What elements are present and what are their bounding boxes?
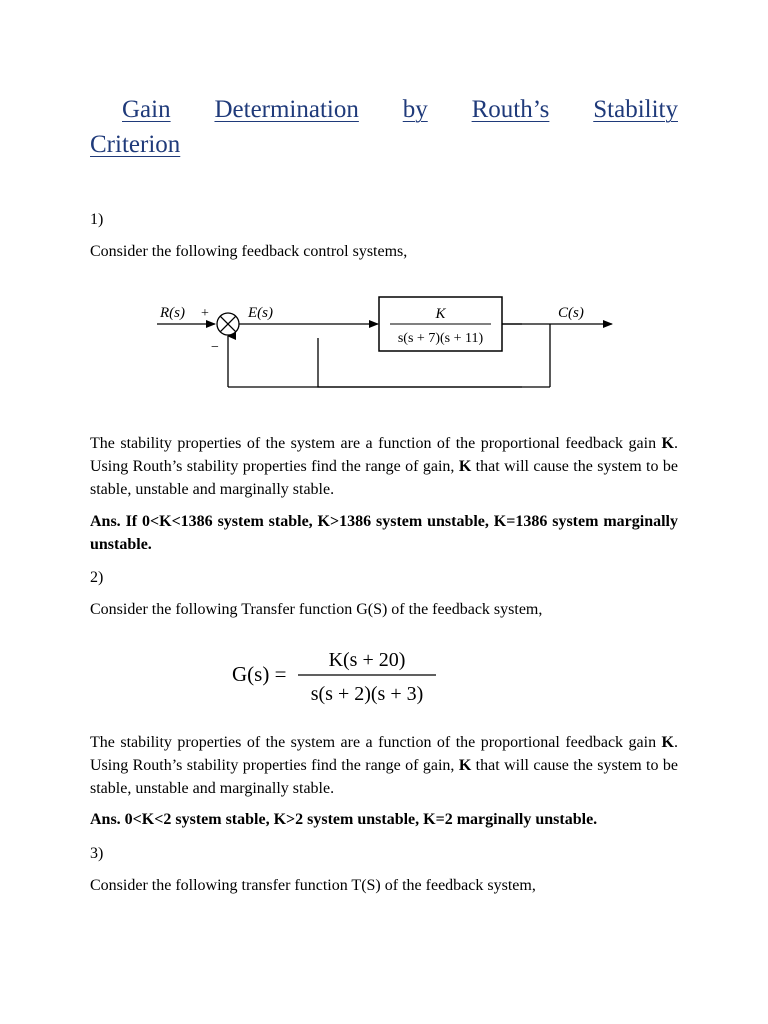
title-line-2 (90, 127, 678, 162)
plus-sign: + (201, 306, 209, 321)
description-text: . Using Routh’s stability properties find the range of gain, (90, 435, 678, 475)
title-word: Routh’s (471, 96, 550, 123)
minus-sign: − (211, 340, 219, 355)
gain-symbol: K (661, 435, 674, 452)
question-3-intro: Consider the following transfer function T(S) of the feedback system, (90, 877, 536, 894)
title-word: Stability (593, 96, 678, 123)
description-text: The stability properties of the system are a function of the proportional feedback gain (90, 435, 662, 452)
gain-symbol: K (458, 757, 472, 774)
question-1-number: 1) (90, 211, 104, 228)
input-label: R(s) (160, 305, 185, 321)
question-1-answer: Ans. If 0<K<1386 system stable, K>1386 system unstable, K=1386 system marginally unstable. (90, 513, 678, 553)
title-word: by (402, 96, 428, 123)
gain-symbol: K (458, 458, 472, 475)
title-word: Criterion (90, 131, 181, 158)
description-text: that will cause the system to be stable, unstable and marginally stable. (90, 458, 678, 498)
question-3-number: 3) (90, 845, 104, 862)
question-2-number: 2) (90, 569, 104, 586)
question-2-intro: Consider the following Transfer function G(S) of the feedback system, (90, 601, 543, 618)
transfer-function-equation (230, 642, 450, 712)
question-2-answer: Ans. 0<K<2 system stable, K>2 system unstable, K=2 marginally unstable. (90, 811, 598, 828)
description-text: that will cause the system to be stable, unstable and marginally stable. (90, 757, 678, 797)
question-2-description (90, 731, 678, 800)
question-1-intro: Consider the following feedback control systems, (90, 243, 408, 260)
error-label: E(s) (248, 305, 273, 321)
output-label: C(s) (558, 305, 584, 321)
gain-symbol: K (661, 734, 674, 751)
title-word: Determination (214, 96, 359, 123)
feedback-return (222, 288, 552, 392)
description-text: The stability properties of the system are a function of the proportional feedback gain (90, 734, 662, 751)
equation-lhs: G(s) = (232, 662, 287, 686)
title-line-1 (90, 92, 678, 127)
plant-numerator: K (435, 306, 446, 322)
question-1-description (90, 432, 678, 501)
plant-denominator: s(s + 7)(s + 11) (397, 331, 484, 346)
equation-denominator: s(s + 2)(s + 3) (310, 683, 424, 705)
equation-numerator: K(s + 20) (328, 649, 406, 671)
page-title (90, 92, 678, 162)
title-word: Gain (122, 96, 171, 123)
description-text: . Using Routh’s stability properties find the range of gain, (90, 734, 678, 774)
